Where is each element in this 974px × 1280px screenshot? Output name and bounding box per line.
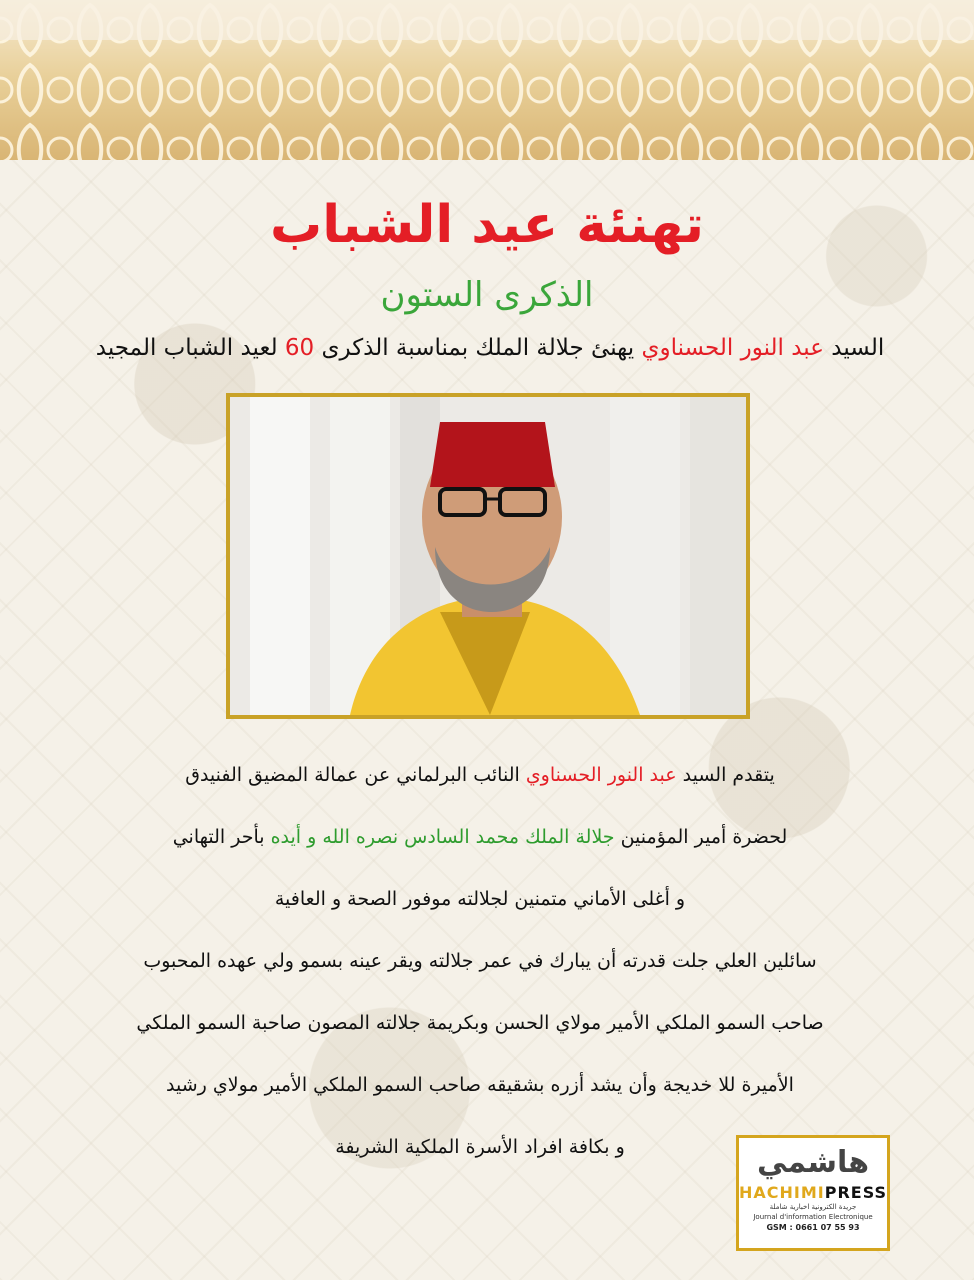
- headline-prefix: السيد: [831, 335, 885, 361]
- headline-number: 60: [284, 335, 315, 361]
- portrait-photo: [226, 393, 750, 719]
- page-subtitle: الذكرى الستون: [380, 275, 594, 315]
- headline-middle: يهنئ جلالة الملك بمناسبة الذكرى: [321, 335, 635, 361]
- message-name: عبد النور الحسناوي: [525, 764, 677, 786]
- message-line: يتقدم السيد عبد النور الحسناوي النائب البرلماني عن عمالة المضيق الفنيدق: [185, 764, 775, 786]
- hachimipress-logo: [736, 1135, 890, 1251]
- message-line: الأميرة للا خديجة وأن يشد أزره بشقيقه صاحب السمو الملكي الأمير مولاي رشيد: [166, 1074, 794, 1096]
- page-title: تهنئة عيد الشباب: [269, 195, 705, 255]
- logo-brand: HACHIMIPRESS: [739, 1183, 888, 1202]
- message-king: جلالة الملك محمد السادس نصره الله و أيده: [270, 826, 615, 848]
- headline: [80, 335, 900, 361]
- message-line: صاحب السمو الملكي الأمير مولاي الحسن وبكريمة جلالته المصون صاحبة السمو الملكي: [136, 1012, 824, 1034]
- logo-arabic: هاشمي: [756, 1145, 870, 1180]
- message-body: [100, 750, 860, 1184]
- message-line: و بكافة افراد الأسرة الملكية الشريفة: [335, 1136, 625, 1158]
- ornamental-banner: [0, 0, 974, 160]
- logo-tagline-ar: جريدة الكترونية اخبارية شاملة: [769, 1203, 857, 1211]
- message-line: سائلين العلي جلت قدرته أن يبارك في عمر جلالته ويقر عينه بسمو ولي عهده المحبوب: [143, 950, 817, 972]
- logo-tagline-fr: Journal d'information Electronique: [753, 1213, 873, 1221]
- message-line: لحضرة أمير المؤمنين جلالة الملك محمد السادس نصره الله و أيده بأحر التهاني: [172, 826, 788, 848]
- headline-name: عبد النور الحسناوي: [641, 335, 824, 361]
- logo-gsm: GSM : 0661 07 55 93: [766, 1223, 860, 1232]
- headline-suffix: لعيد الشباب المجيد: [95, 335, 278, 361]
- message-line: و أغلى الأماني متمنين لجلالته موفور الصحة و العافية: [274, 888, 686, 910]
